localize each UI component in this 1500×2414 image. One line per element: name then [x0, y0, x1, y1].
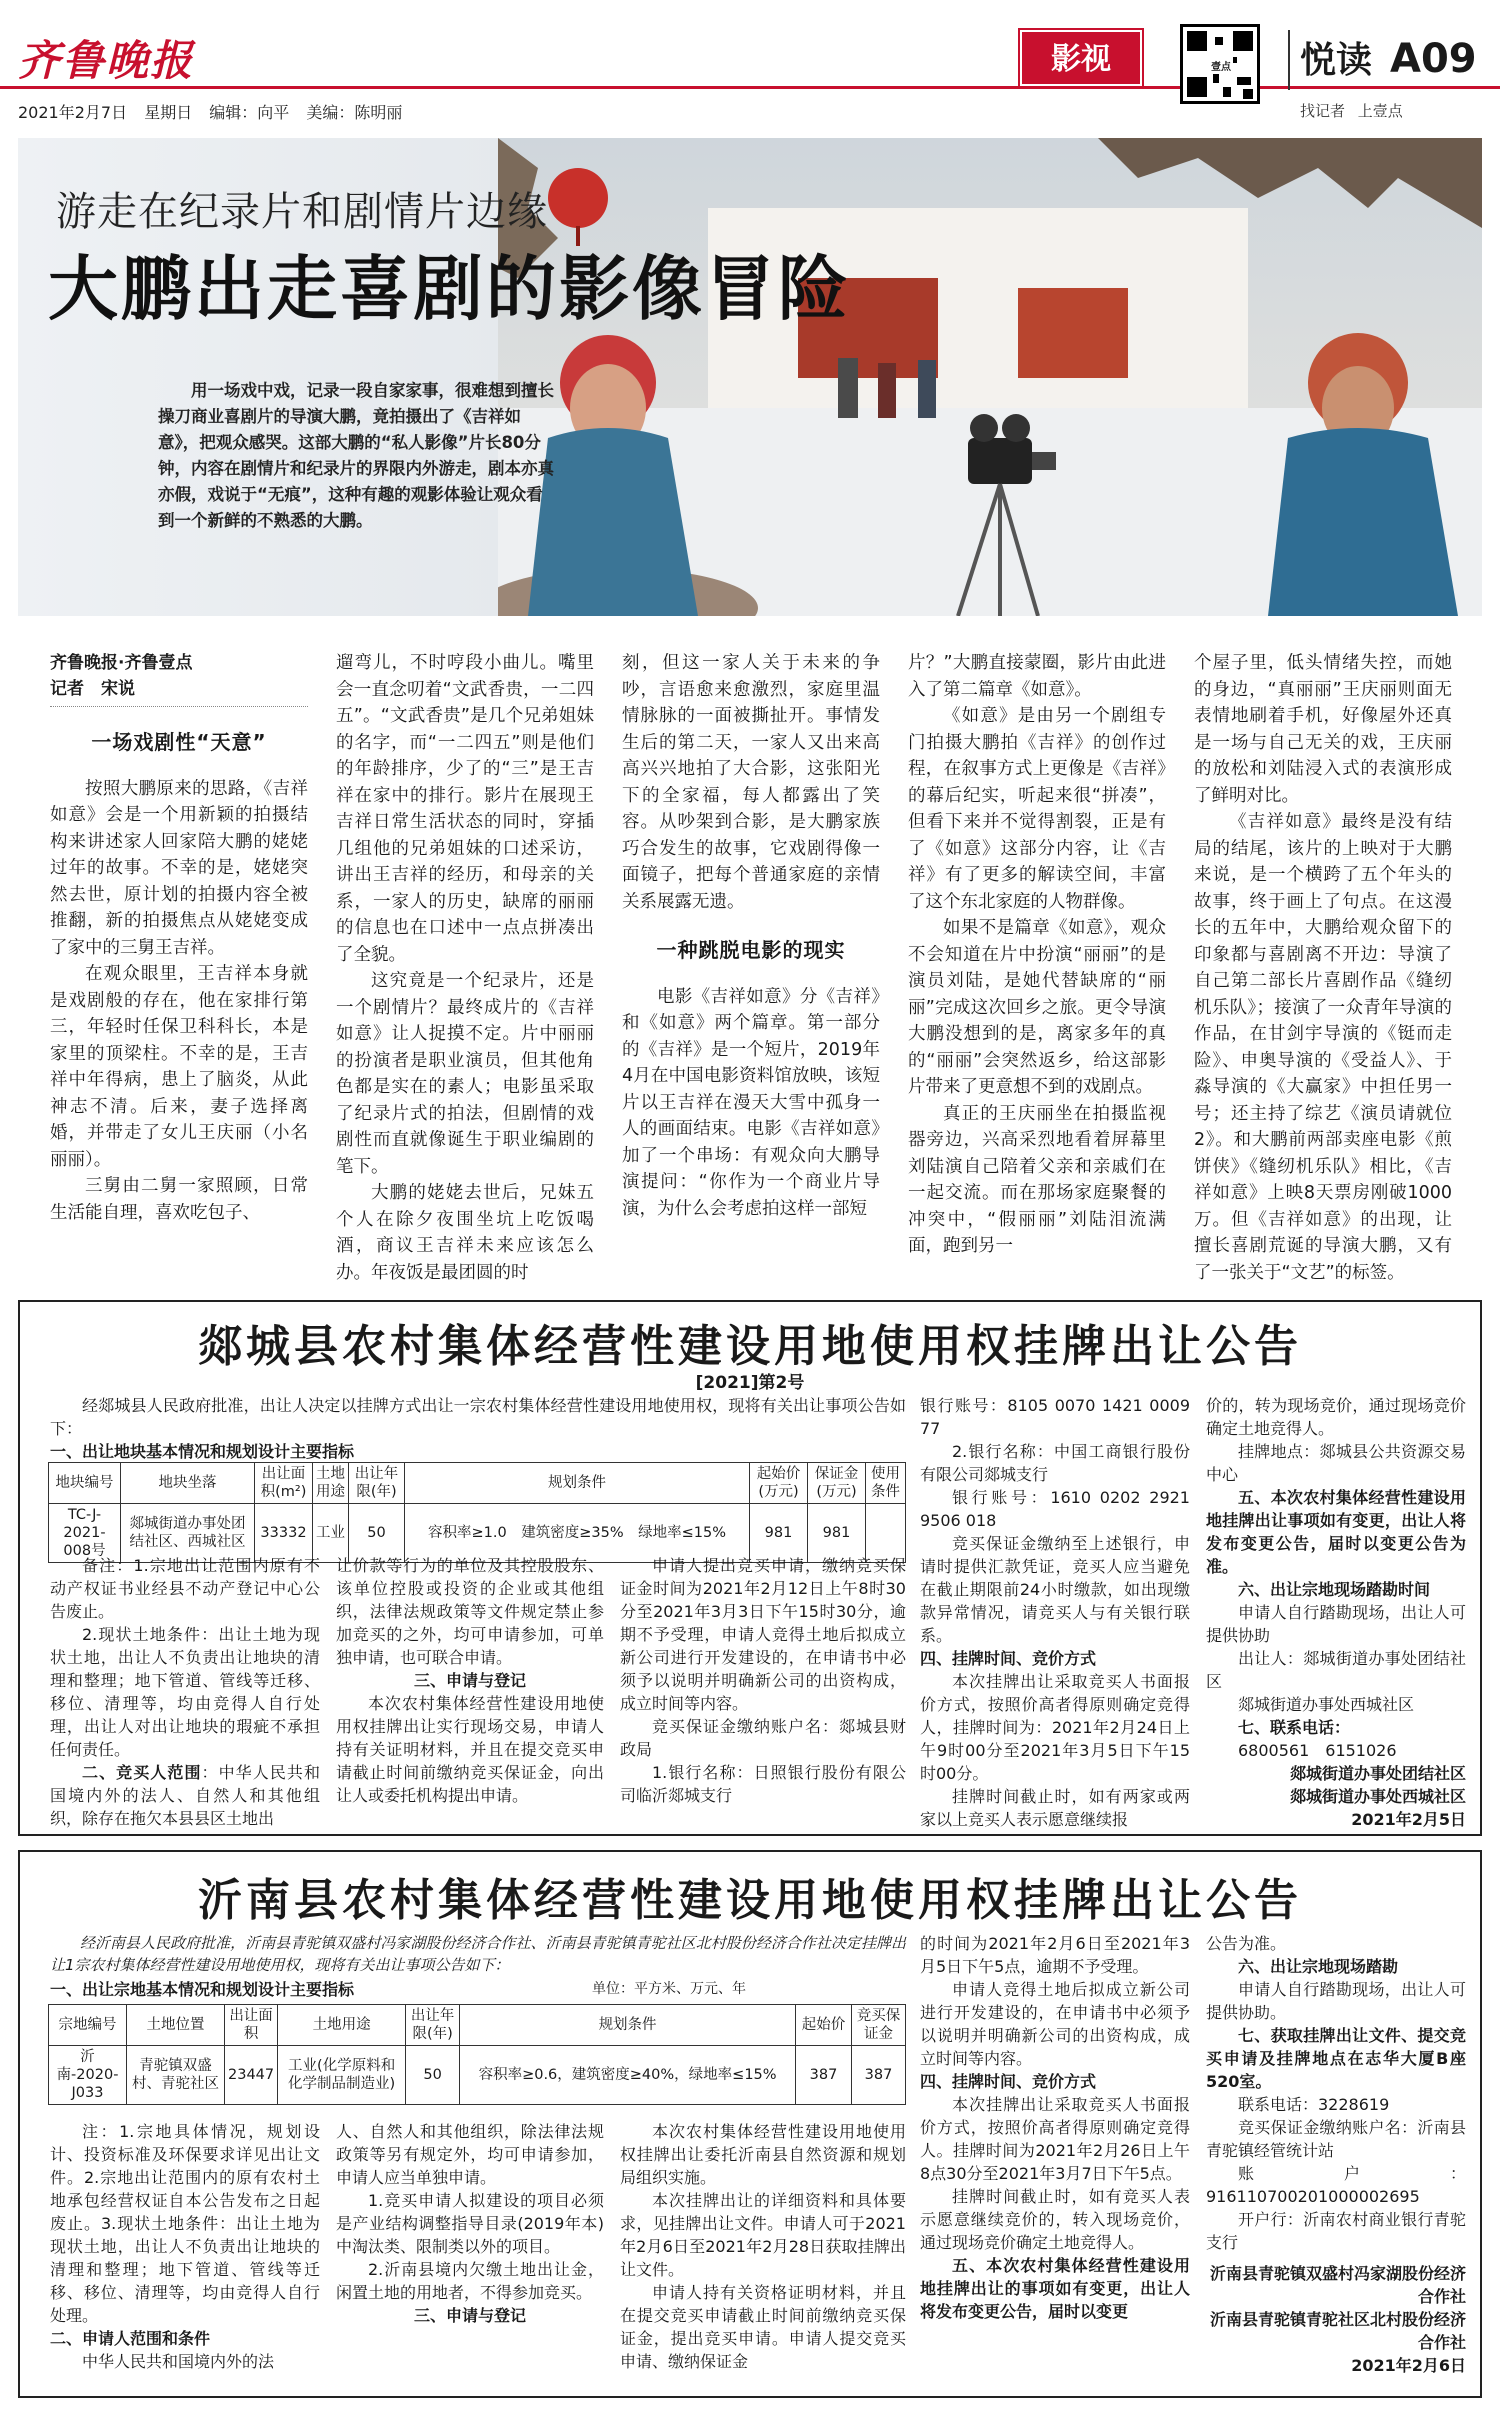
table-header-cell: 出让面积(m²)	[255, 1463, 313, 1504]
table-header-cell: 出让年限(年)	[349, 1463, 405, 1504]
table-header-cell: 保证金(万元)	[808, 1463, 866, 1504]
page-number: A09	[1390, 36, 1477, 82]
notice-section-heading: 五、本次农村集体经营性建设用地挂牌出让事项如有变更，出让人将发布变更公告，届时以变更公告为准。	[1206, 1488, 1466, 1576]
notice-title: 沂南县农村集体经营性建设用地使用权挂牌出让公告	[198, 1875, 1302, 1926]
dateline	[18, 100, 414, 123]
table-header-cell: 地块编号	[49, 1463, 121, 1504]
notice-paragraph: 公告为准。	[1206, 1934, 1287, 1953]
notice-section-heading: 一、出让地块基本情况和规划设计主要指标	[50, 1442, 355, 1461]
table-cell: 387	[796, 2046, 852, 2105]
paragraph: 刻，但这一家人关于未来的争吵，言语愈来愈激烈，家庭里温情脉脉的一面被撕扯开。事情发生后的第二天，一家人又出来高高兴兴地拍了大合影，这张阳光下的全家福，每人都露出了笑容。从吵架到合影，是大鹏家族巧合发生的故事，它戏剧得像一面镜子，把每个普通家庭的亲情关系展露无遗。	[622, 653, 880, 912]
table-header-cell: 土地用途	[313, 1463, 349, 1504]
column-name: 悦读	[1300, 40, 1373, 81]
table-cell: 沂南-2020-J033	[49, 2046, 127, 2105]
hero-banner	[18, 138, 1482, 616]
table-cell: 23447	[225, 2046, 278, 2105]
byline-reporter: 记者 宋说	[50, 679, 135, 699]
notice-column-3	[620, 1528, 906, 1834]
notice-intro	[50, 1932, 906, 1976]
notice-paragraph: 备注：1.宗地出让范围内原有不动产权证书业经县不动产登记中心公告废止。	[50, 1556, 320, 1621]
paragraph: 如果不是篇章《如意》，观众不会知道在片中扮演“丽丽”的是演员刘陆，是她代替缺席的“丽丽”完成这次回乡之旅。更令导演大鹏没想到的是，离家多年的真的“丽丽”会突然返乡，给这部影片带来了更意想不到的戏剧点。	[908, 918, 1166, 1097]
table-header-cell: 土地用途	[278, 2005, 406, 2046]
paragraph: 三舅由二舅一家照顾，日常生活能自理，喜欢吃包子、	[50, 1176, 308, 1223]
article-column-1	[50, 650, 308, 1290]
issue-date: 2021年2月7日	[18, 103, 128, 122]
notice-section-heading: 三、申请与登记	[413, 1671, 526, 1690]
notice-paragraph: 银行账号：8105 0070 1421 0009 77	[920, 1396, 1190, 1438]
notice-section-heading: 五、本次农村集体经营性建设用地挂牌出让的事项如有变更，出让人将发布变更公告，届时以变更	[920, 2256, 1190, 2321]
table-cell: 工业(化学原料和化学制品制造业)	[278, 2046, 406, 2105]
byline	[50, 650, 308, 707]
table-cell: 郯城街道办事处团结社区、西城社区	[121, 1504, 255, 1563]
table-header-cell: 宗地编号	[49, 2005, 127, 2046]
paragraph: 真正的王庆丽坐在拍摄监视器旁边，兴高采烈地看着屏幕里刘陆演自己陪着父亲和亲戚们在一起交流。而在那场家庭聚餐的冲突中，“假丽丽”刘陆泪流满面，跑到另一	[908, 1103, 1166, 1256]
notice-paragraph: 账户：916110700201000002695	[1206, 2164, 1466, 2206]
notice-paragraph: 申请人自行踏勘现场，出让人可提供协助	[1206, 1603, 1466, 1645]
notice-section-heading: 四、挂牌时间、竞价方式	[920, 1649, 1097, 1668]
notice-paragraph: 郯城街道办事处西城社区	[1238, 1695, 1415, 1714]
notice-intro-text: 经沂南县人民政府批准，沂南县青驼镇双盛村冯家湖股份经济合作社、沂南县青驼镇青驼社区北村股份经济合作社决定挂牌出让1宗农村集体经营性建设用地使用权，现将有关出让事项公告如下：	[50, 1934, 906, 1974]
notice-paragraph: 让价款等行为的单位及其控股股东、该单位控股或投资的企业或其他组织，法律法规政策等文件规定禁止参加竞买的之外，均可申请参加，可单独申请，也可联合申请。	[336, 1556, 604, 1667]
land-notice-tancheng	[18, 1300, 1482, 1836]
notice-paragraph: 6800561 6151026	[1238, 1741, 1397, 1760]
issue-weekday: 星期日	[144, 103, 193, 122]
article-column-4	[908, 650, 1166, 1290]
notice-number: [2021]第2号	[695, 1373, 805, 1393]
notice-table	[48, 2004, 906, 2105]
paragraph: 按照大鹏原来的思路，《吉祥如意》会是一个用新颖的拍摄结构来讲述家人回家陪大鹏的姥姥过年的故事。不幸的是，姥姥突然去世，原计划的拍摄内容全被推翻，新的拍摄焦点从姥姥变成了家中的三舅王吉祥。	[50, 778, 308, 958]
notice-paragraph: 挂牌时间截止时，如有竞买人表示愿意继续竞价的，转入现场竞价，通过现场竞价确定土地竞得人。	[920, 2187, 1190, 2252]
notice-section-heading: 七、获取挂牌出让文件、提交竞买申请及挂牌地点在志华大厦B座520室。	[1206, 2026, 1466, 2091]
notice-paragraph: 1.银行名称：日照银行股份有限公司临沂郯城支行	[620, 1763, 906, 1805]
notice-section-heading: 一、出让宗地基本情况和规划设计主要指标	[50, 1980, 355, 1999]
table-header-cell: 竞买保证金	[852, 2005, 906, 2046]
table-header-cell: 使用条件	[866, 1463, 906, 1504]
paragraph: 个屋子里，低头情绪失控，而她的身边，“真丽丽”王庆丽则面无表情地刷着手机，好像屋外还真是一场与自己无关的戏，王庆丽的放松和刘陆浸入式的表演形成了鲜明对比。	[1194, 653, 1452, 806]
notice-section-heading: 七、联系电话：	[1238, 1718, 1351, 1737]
masthead-rule	[0, 86, 1500, 89]
notice-paragraph: 竞买保证金缴纳至上述银行，申请时提供汇款凭证，竞买人应当避免在截止期限前24小时缴款，如出现缴款异常情况，请竞买人与有关银行联系。	[920, 1534, 1190, 1645]
article-column-5	[1194, 650, 1452, 1290]
paragraph: 在观众眼里，王吉祥本身就是戏剧般的存在，他在家排行第三，年轻时任保卫科科长，本是家里的顶梁柱。不幸的是，王吉祥中年得病，患上了脑炎，从此神志不清。后来，妻子选择离婚，并带走了女儿王庆丽（小名丽丽）。	[50, 964, 308, 1170]
byline-outlet: 齐鲁晚报·齐鲁壹点	[50, 653, 193, 673]
notice-paragraph: 价的，转为现场竞价，通过现场竞价确定土地竞得人。	[1206, 1396, 1466, 1438]
notice-paragraph: 开户行：沂南农村商业银行青驼支行	[1206, 2210, 1466, 2252]
table-row	[49, 2046, 906, 2105]
notice-column-1	[50, 2120, 320, 2396]
notice-signature: 郯城街道办事处团结社区	[1289, 1764, 1466, 1783]
notice-paragraph: 2.现状土地条件：出让土地为现状土地，出让人不负责出让地块的清理和整理；地下管道、管线等迁移、移位、清理等，均由竞得人自行处理，出让人对出让地块的瑕疵不承担任何责任。	[50, 1625, 320, 1759]
table-cell: 容积率≥0.6，建筑密度≥40%，绿地率≤15%	[460, 2046, 796, 2105]
table-header-cell: 地块坐落	[121, 1463, 255, 1504]
paragraph: 电影《吉祥如意》分《吉祥》和《如意》两个篇章。第一部分的《吉祥》是一个短片，2019年4月在中国电影资料馆放映，该短片以王吉祥在漫天大雪中孤身一人的画面结束。电影《吉祥如意》加了一个串场：有观众向大鹏导演提问：“你作为一个商业片导演，为什么会考虑拍这样一部短	[622, 986, 880, 1219]
notice-paragraph: 联系电话：3228619	[1238, 2095, 1390, 2114]
notice-column-1	[50, 1554, 320, 1834]
notice-date: 2021年2月6日	[1351, 2356, 1466, 2375]
table-cell: TC-J-2021-008号	[49, 1504, 121, 1563]
notice-paragraph: 申请人竞得土地后拟成立新公司进行开发建设的，在申请书中必须予以说明并明确新公司的出资构成，成立时间等内容。	[920, 1980, 1190, 2068]
newspaper-logo: 齐鲁晚报	[18, 36, 195, 85]
notice-signature: 郯城街道办事处西城社区	[1289, 1787, 1466, 1806]
notice-paragraph: 2.银行名称：中国工商银行股份有限公司郯城支行	[920, 1442, 1190, 1484]
notice-paragraph: 2.沂南县境内欠缴土地出让金，闲置土地的用地者，不得参加竞买。	[336, 2260, 604, 2302]
notice-paragraph: 本次农村集体经营性建设用地使用权挂牌出让委托沂南县自然资源和规划局组织实施。	[620, 2122, 906, 2187]
notice-intro-text: 经郯城县人民政府批准，出让人决定以挂牌方式出让一宗农村集体经营性建设用地使用权，现将有关出让事项公告如下：	[50, 1396, 906, 1438]
table-header-cell: 出让面积	[225, 2005, 278, 2046]
table-header-cell: 出让年限(年)	[406, 2005, 460, 2046]
notice-column-4	[920, 1932, 1190, 2396]
paragraph: 《吉祥如意》最终是没有结局的结尾，该片的上映对于大鹏来说，是一个横跨了五个年头的故事，终于画上了句点。在这漫长的五年中，大鹏给观众留下的印象都与喜剧离不开边：导演了自己第二部长片喜剧作品《缝纫机乐队》；接演了一众青年导演的作品，在甘剑宇导演的《铤而走险》、申奥导演的《受益人》、于淼导演的《大赢家》中担任男一号；还主持了综艺《演员请就位2》。和大鹏前两部卖座电影《煎饼侠》《缝纫机乐队》相比，《吉祥如意》上映8天票房刚破1000万。但《吉祥如意》的出现，让擅长喜剧荒诞的导演大鹏，又有了一张关于“文艺”的标签。	[1194, 812, 1452, 1283]
notice-paragraph: 挂牌地点：郯城县公共资源交易中心	[1206, 1442, 1466, 1484]
notice-unit: 单位：平方米、万元、年	[592, 1981, 746, 1997]
qr-label: 壹点	[1209, 57, 1233, 74]
notice-signature: 沂南县青驼镇双盛村冯家湖股份经济合作社	[1209, 2264, 1466, 2306]
table-header-cell: 起始价	[796, 2005, 852, 2046]
notice-paragraph: 本次挂牌出让采取竞买人书面报价方式，按照价高者得原则确定竞得人，挂牌时间为：2021年2月24日上午9时00分至2021年3月5日下午15时00分。	[920, 1672, 1190, 1783]
notice-section-heading: 三、申请与登记	[413, 2306, 526, 2325]
notice-paragraph: 注：1.宗地具体情况，规划设计、投资标准及环保要求详见出让文件。2.宗地出让范围内的原有农村土地承包经营权证自本公告发布之日起废止。3.现状土地条件：出让土地为现状土地，出让人不负责出让地块的清理和整理；地下管道、管线等迁移、移位、清理等，均由竞得人自行处理。	[50, 2122, 320, 2325]
notice-paragraph: 竞买保证金缴纳账户名：沂南县青驼镇经管统计站	[1206, 2118, 1466, 2160]
notice-title: 郯城县农村集体经营性建设用地使用权挂牌出让公告	[198, 1321, 1302, 1372]
hero-kicker: 游走在纪录片和剧情片边缘	[56, 189, 548, 235]
article-body	[18, 650, 1482, 1290]
notice-column-3	[620, 2120, 906, 2396]
designer-credit: 美编：陈明丽	[306, 103, 403, 122]
section-tab: 影视	[1020, 30, 1142, 86]
editor-credit: 编辑：向平	[209, 103, 290, 122]
notice-paragraph: 申请人自行踏勘现场，出让人可提供协助。	[1206, 1980, 1466, 2022]
notice-inline-heading: 二、竞买人范围	[82, 1763, 202, 1782]
notice-paragraph: 竞买保证金缴纳账户名：郯城县财政局	[620, 1717, 906, 1759]
table-header-row	[49, 2005, 906, 2046]
notice-column-5	[1206, 1932, 1466, 2396]
notice-column-2	[336, 2120, 604, 2396]
paragraph: 这究竟是一个纪录片，还是一个剧情片？最终成片的《吉祥如意》让人捉摸不定。片中丽丽的扮演者是职业演员，但其他角色都是实在的素人；电影虽采取了纪录片式的拍法，但剧情的戏剧性而直就像诞生于职业编剧的笔下。	[336, 971, 594, 1177]
page-label	[1300, 32, 1477, 83]
table-cell: 50	[349, 1504, 405, 1563]
page-label-divider	[1288, 30, 1290, 90]
table-header-row	[49, 1463, 906, 1504]
notice-paragraph: 1.竞买申请人拟建设的项目必须是产业结构调整指导目录(2019年本)中淘汰类、限制类以外的项目。	[336, 2191, 604, 2256]
notice-date: 2021年2月5日	[1351, 1810, 1466, 1829]
land-notice-yinan	[18, 1850, 1482, 2398]
table-header-cell: 规划条件	[405, 1463, 750, 1504]
article-column-2	[336, 650, 594, 1290]
notice-text: ：中华人民共和国境内外的法人、自然人和其他组织，除存在拖欠本县县区土地出	[50, 1763, 320, 1828]
hero-title: 大鹏出走喜剧的影像冒险	[48, 248, 851, 330]
notice-paragraph: 挂牌时间截止时，如有两家或两家以上竞买人表示愿意继续报	[920, 1787, 1190, 1829]
notice-paragraph: 本次农村集体经营性建设用地使用权挂牌出让实行现场交易，申请人持有关证明材料，并且在提交竞买申请截止时间前缴纳竞买保证金，向出让人或委托机构提出申请。	[336, 1694, 604, 1805]
table-cell: 981	[750, 1504, 808, 1563]
notice-paragraph: 银行账号：1610 0202 2921 9506 018	[920, 1488, 1190, 1530]
notice-paragraph: 人、自然人和其他组织，除法律法规政策等另有规定外，均可申请参加，申请人应当单独申请。	[336, 2122, 604, 2187]
notice-section-heading: 二、申请人范围和条件	[50, 2329, 211, 2348]
table-header-cell: 土地位置	[127, 2005, 225, 2046]
hero-lede: 用一场戏中戏，记录一段自家家事，很难想到擅长操刀商业喜剧片的导演大鹏，竟拍摄出了《吉祥如意》，把观众感哭。这部大鹏的“私人影像”片长80分钟，内容在剧情片和纪录片的界限内外游走，剧本亦真亦假，戏说于“无痕”，这种有趣的观影体验让观众看到一个新鲜的不熟悉的大鹏。	[158, 381, 554, 530]
notice-column-2	[336, 1554, 604, 1834]
notice-column-4	[920, 1394, 1190, 1834]
page-subtitle: 找记者 上壹点	[1300, 102, 1403, 120]
table-cell: 50	[406, 2046, 460, 2105]
table-cell: 387	[852, 2046, 906, 2105]
paragraph: 《如意》是由另一个剧组专门拍摄大鹏拍《吉祥》的创作过程，在叙事方式上更像是《吉祥》的幕后纪实，听起来很“拼凑”，但看下来并不觉得割裂，正是有了《如意》这部分内容，让《吉祥》有了更多的解读空间，丰富了这个东北家庭的人物群像。	[908, 706, 1166, 912]
table-cell: 33332	[255, 1504, 313, 1563]
paragraph: 遛弯儿，不时哼段小曲儿。嘴里会一直念叨着“文武香贵，一二四五”。“文武香贵”是几个兄弟姐妹的名字，而“一二四五”则是他们的年龄排序，少了的“三”是王吉祥在家中的排行。影片在展现王吉祥日常生活状态的同时，穿插几组他的兄弟姐妹的口述采访，讲出王吉祥的经历，和母亲的关系，一家人的历史，缺席的丽丽的信息也在口述中一点点拼凑出了全貌。	[336, 653, 594, 965]
notice-paragraph: 本次挂牌出让采取竞买人书面报价方式，按照价高者得原则确定竞得人。挂牌时间为2021年2月26日上午8点30分至2021年3月7日下午5点。	[920, 2095, 1190, 2183]
table-cell: 青驼镇双盛村、青驼社区	[127, 2046, 225, 2105]
paragraph: 大鹏的姥姥去世后，兄妹五个人在除夕夜围坐坑上吃饭喝酒，商议王吉祥未来应该怎么办。年夜饭是最团圆的时	[336, 1183, 594, 1283]
table-cell: 工业	[313, 1504, 349, 1563]
notice-paragraph: 申请人持有关资格证明材料，并且在提交竞买申请截止时间前缴纳竞买保证金，提出竞买申请。申请人提交竞买申请、缴纳保证金	[620, 2283, 906, 2371]
notice-paragraph: 出让人：郯城街道办事处团结社区	[1206, 1649, 1466, 1691]
notice-paragraph: 的时间为2021年2月6日至2021年3月5日下午5点，逾期不予受理。	[920, 1934, 1190, 1976]
hero-painting-image	[498, 138, 1482, 616]
notice-paragraph: 申请人提出竞买申请，缴纳竞买保证金时间为2021年2月12日上午8时30分至2021年3月3日下午15时30分，逾期不予受理，申请人竞得土地后拟成立新公司进行开发建设的，在申请书中必须予以说明并明确新公司的出资构成，成立时间等内容。	[620, 1556, 906, 1713]
notice-intro	[50, 1394, 906, 1463]
table-cell: 981	[808, 1504, 866, 1563]
paragraph: 片？”大鹏直接蒙圈，影片由此进入了第二篇章《如意》。	[908, 653, 1166, 700]
qr-code-icon	[1180, 24, 1260, 104]
table-header-cell: 规划条件	[460, 2005, 796, 2046]
notice-signature: 沂南县青驼镇青驼社区北村股份经济合作社	[1209, 2310, 1466, 2352]
notice-column-5	[1206, 1394, 1466, 1834]
notice-section-heading: 六、出让宗地现场踏勘	[1238, 1957, 1399, 1976]
notice-paragraph: 中华人民共和国境内外的法	[82, 2352, 275, 2371]
table-header-cell: 起始价(万元)	[750, 1463, 808, 1504]
article-column-3	[622, 650, 880, 1290]
notice-section-heading: 六、出让宗地现场踏勘时间	[1238, 1580, 1431, 1599]
notice-paragraph: 本次挂牌出让的详细资料和具体要求，见挂牌出让文件。申请人可于2021年2月6日至2021年2月28日获取挂牌出让文件。	[620, 2191, 906, 2279]
subheading-1: 一场戏剧性“天意”	[91, 730, 267, 754]
subheading-2: 一种跳脱电影的现实	[656, 938, 846, 962]
table-cell: 容积率≥1.0 建筑密度≥35% 绿地率≤15%	[405, 1504, 750, 1563]
notice-section-heading: 四、挂牌时间、竞价方式	[920, 2072, 1097, 2091]
notice-section-row	[50, 1978, 906, 2001]
